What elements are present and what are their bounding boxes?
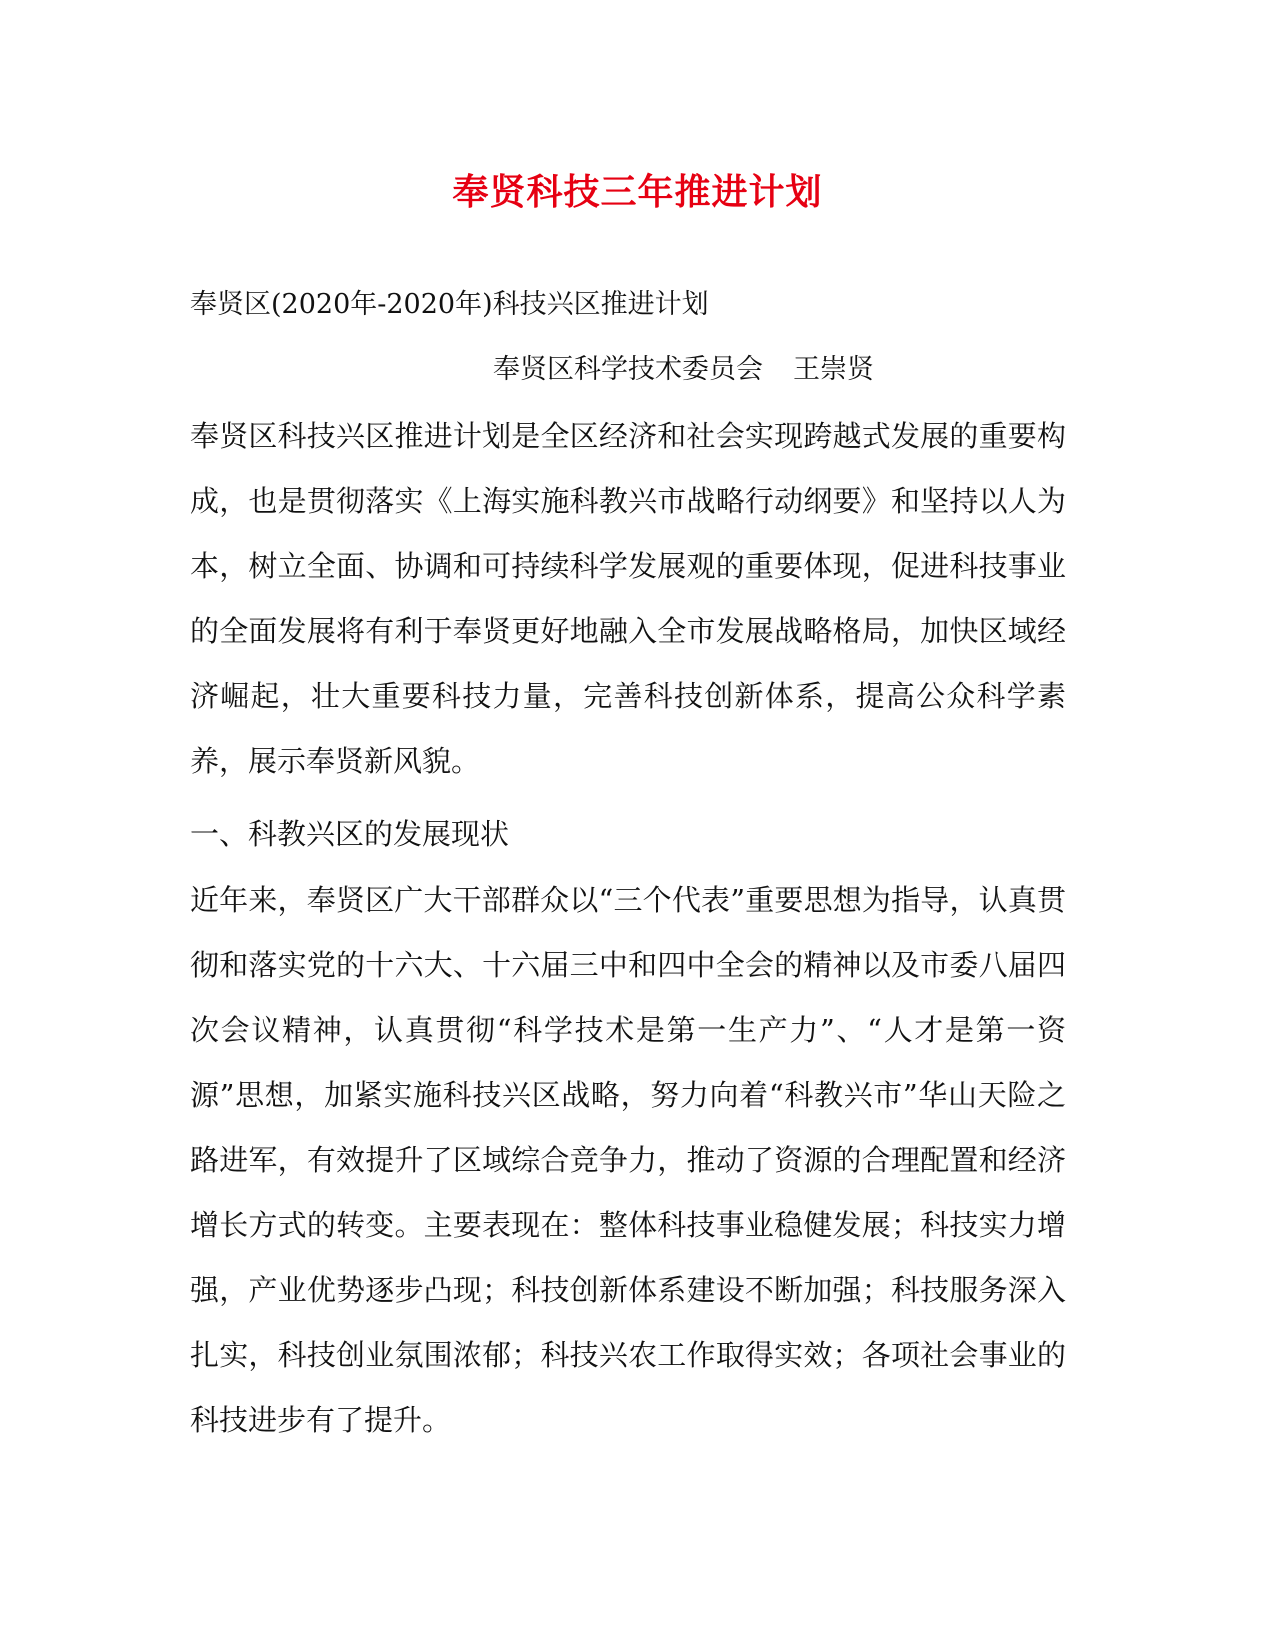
- section-heading: 一、科教兴区的发展现状: [190, 817, 510, 851]
- author-line: [493, 350, 874, 390]
- intro-paragraph: 奉贤区科技兴区推进计划是全区经济和社会实现跨越式发展的重要构成，也是贯彻落实《上海实施科教兴市战略行动纲要》和坚持以人为本，树立全面、协调和可持续科学发展观的重要体现，促进科技事业的全面发展将有利于奉贤更好地融入全市发展战略格局，加快区域经济崛起，壮大重要科技力量，完善科技创新体系，提高公众科学素养，展示奉贤新风貌。: [190, 419, 1066, 778]
- author-name: 王崇贤: [793, 354, 874, 385]
- status-paragraph: 近年来，奉贤区广大干部群众以“三个代表”重要思想为指导，认真贯彻和落实党的十六大、十六届三中和四中全会的精神以及市委八届四次会议精神，认真贯彻“科学技术是第一生产力”、“人才是第一资源”思想，加紧实施科技兴区战略，努力向着“科教兴市”华山天险之路进军，有效提升了区域综合竞争力，推动了资源的合理配置和经济增长方式的转变。主要表现在：整体科技事业稳健发展；科技实力增强，产业优势逐步凸现；科技创新体系建设不断加强；科技服务深入扎实，科技创业氛围浓郁；科技兴农工作取得实效；各项社会事业的科技进步有了提升。: [190, 883, 1066, 1437]
- document-title: 奉贤科技三年推进计划: [452, 171, 823, 213]
- author-organization: 奉贤区科学技术委员会: [493, 354, 763, 385]
- document-subtitle: 奉贤区(2020年-2020年)科技兴区推进计划: [190, 289, 709, 320]
